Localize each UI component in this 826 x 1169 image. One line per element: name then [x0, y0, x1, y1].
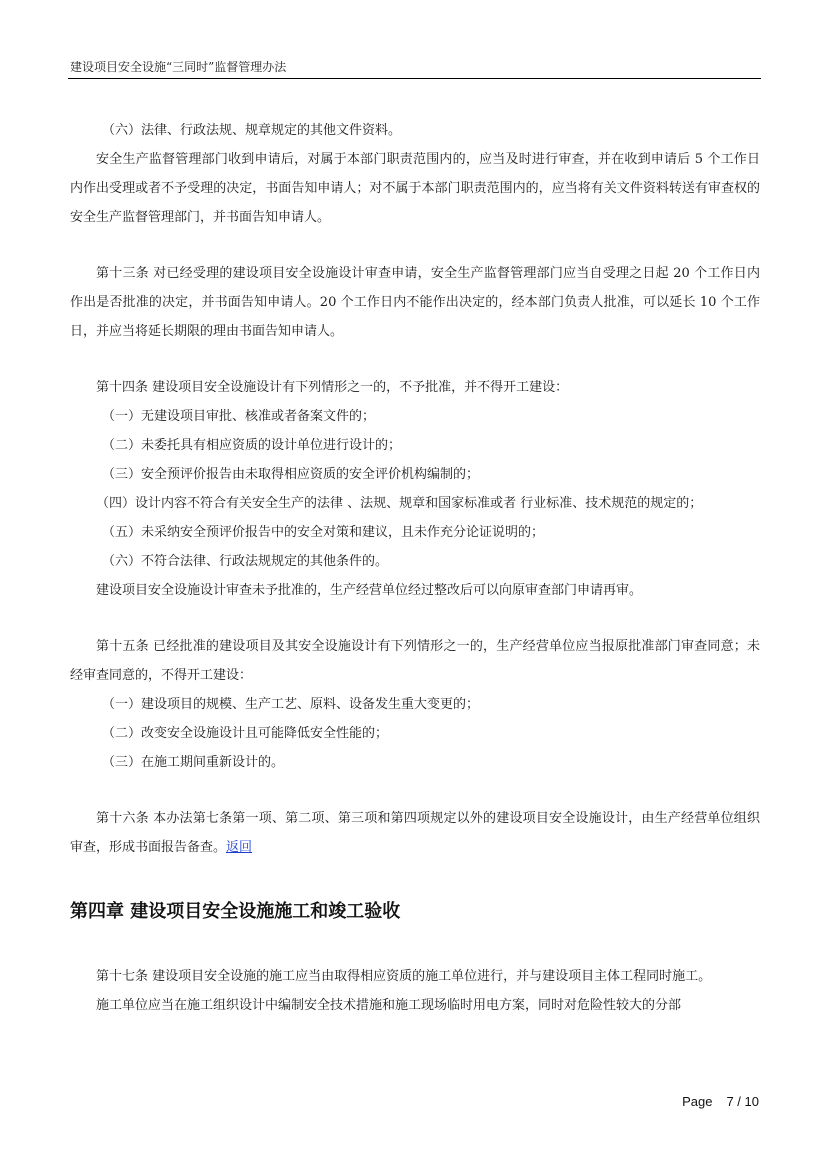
paragraph: （四）设计内容不符合有关安全生产的法律 、法规、规章和国家标准或者 行业标准、技术规范的规定的； [96, 496, 703, 511]
paragraph: 施工单位应当在施工组织设计中编制安全技术措施和施工现场临时用电方案，同时对危险性较大的分部 [96, 998, 682, 1013]
list-item: （二）未委托具有相应资质的设计单位进行设计的； [102, 438, 402, 453]
paragraph-text: 第十六条 本办法第七条第一项、第二项、第三项和第四项规定以外的建设项目安全设施设计，由生产经营单位组织审查，形成书面报告备查。 [70, 811, 760, 855]
paragraph: 建设项目安全设施设计审查未予批准的，生产经营单位经过整改后可以向原审查部门申请再审。 [96, 583, 643, 598]
paragraph-spacer [70, 346, 760, 373]
paragraph-spacer [70, 777, 760, 804]
list-item: （一）无建设项目审批、核准或者备案文件的； [102, 409, 376, 424]
list-item: （三）安全预评价报告由未取得相应资质的安全评价机构编制的； [102, 467, 480, 482]
paragraph-spacer [70, 605, 760, 632]
paragraph-spacer [70, 232, 760, 259]
document-body [70, 116, 760, 1020]
running-header: 建设项目安全设施“三同时”监督管理办法 [70, 60, 287, 74]
page-footer [682, 1094, 759, 1109]
list-item: （一）建设项目的规模、生产工艺、原料、设备发生重大变更的； [102, 697, 480, 712]
paragraph: 安全生产监督管理部门收到申请后，对属于本部门职责范围内的，应当及时进行审查，并在收到申请后 5 个工作日内作出受理或者不予受理的决定，书面告知申请人；对不属于本部门职责范围内的，应当将有关文件资料转送有审查权的安全生产监督管理部门，并书面告知申请人。 [70, 152, 760, 225]
paragraph: 第十三条 对已经受理的建设项目安全设施设计审查申请，安全生产监督管理部门应当自受理之日起 20 个工作日内作出是否批准的决定，并书面告知申请人。20 个工作日内不能作出决定的，经本部门负责人批准，可以延长 10 个工作日，并应当将延长期限的理由书面告知申请人。 [70, 266, 760, 339]
back-link[interactable]: 返回 [226, 840, 253, 855]
header-divider [68, 78, 761, 79]
list-item: （三）在施工期间重新设计的。 [102, 755, 285, 770]
list-item: （二）改变安全设施设计且可能降低安全性能的； [102, 726, 389, 741]
list-item: （六）法律、行政法规、规章规定的其他文件资料。 [102, 123, 402, 138]
chapter-heading: 第四章 建设项目安全设施施工和竣工验收 [70, 901, 401, 922]
paragraph: 第十四条 建设项目安全设施设计有下列情形之一的，不予批准，并不得开工建设： [96, 380, 569, 395]
section-spacer [70, 932, 760, 962]
page-number: 7 / 10 [726, 1094, 759, 1109]
paragraph: 第十五条 已经批准的建设项目及其安全设施设计有下列情形之一的，生产经营单位应当报原批准部门审查同意；未经审查同意的，不得开工建设： [70, 639, 760, 683]
list-item: （五）未采纳安全预评价报告中的安全对策和建议，且未作充分论证说明的； [102, 525, 545, 540]
paragraph [70, 804, 760, 862]
page-label: Page [682, 1094, 713, 1109]
list-item: （六）不符合法律、行政法规规定的其他条件的。 [102, 554, 389, 569]
section-spacer [70, 862, 760, 892]
paragraph: 第十七条 建设项目安全设施的施工应当由取得相应资质的施工单位进行，并与建设项目主体工程同时施工。 [96, 969, 712, 984]
